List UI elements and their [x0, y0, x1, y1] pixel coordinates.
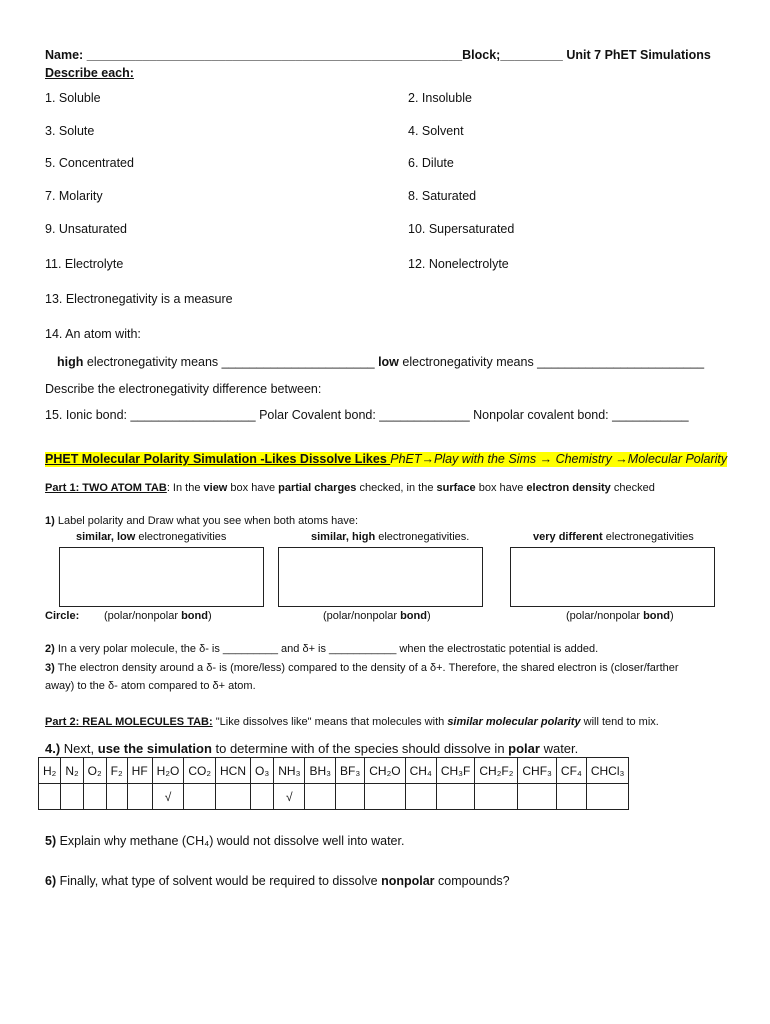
- bond-choice-text: (polar/nonpolar: [104, 610, 182, 622]
- species-cell: F₂: [106, 758, 127, 784]
- species-cell: HF: [127, 758, 152, 784]
- bond-word: bond: [400, 610, 427, 622]
- difference-label: Describe the electronegativity difference between:: [45, 382, 322, 396]
- drawing-box-very-different[interactable]: [510, 547, 715, 607]
- question-number: 6): [45, 874, 57, 888]
- species-cell: CH₂O: [365, 758, 405, 784]
- species-cell: O₃: [251, 758, 274, 784]
- term-item: 2. Insoluble: [408, 91, 472, 105]
- part2-title: Part 2: REAL MOLECULES TAB:: [45, 716, 213, 728]
- question-text: Label polarity and Draw what you see when both atoms have:: [54, 515, 359, 527]
- name-label: Name:: [45, 48, 84, 62]
- species-cell: CHCl₃: [586, 758, 629, 784]
- bond-choice-text: ): [207, 610, 212, 622]
- part1-text: checked, in the: [356, 482, 437, 494]
- answer-cell[interactable]: [556, 784, 586, 810]
- term-item: 9. Unsaturated: [45, 222, 127, 236]
- col-bold: similar, low: [76, 531, 136, 543]
- answer-cell[interactable]: [518, 784, 557, 810]
- question-14-line: [57, 355, 704, 370]
- species-cell: H₂: [39, 758, 61, 784]
- term-item: 5. Concentrated: [45, 156, 134, 170]
- drawing-box-similar-high[interactable]: [278, 547, 483, 607]
- answer-cell[interactable]: [39, 784, 61, 810]
- question-text: In a very polar molecule, the δ- is _________ and δ+ is ___________ when the electrostatic potential is added.: [54, 643, 599, 655]
- describe-label: Describe each:: [45, 66, 134, 80]
- question-15: 15. Ionic bond: __________________ Polar Covalent bond: _____________ Nonpolar covalent bond: ___________: [45, 408, 689, 422]
- question-3-line2: away) to the δ- atom compared to δ+ atom.: [45, 680, 256, 692]
- answer-cell[interactable]: [216, 784, 251, 810]
- bond-choice[interactable]: [566, 609, 674, 624]
- col-bold: very different: [533, 531, 603, 543]
- low-text: electronegativity means ________________________: [398, 355, 705, 369]
- part1-text: box have: [227, 482, 279, 494]
- species-cell: NH₃: [274, 758, 305, 784]
- question-text: water.: [539, 741, 579, 756]
- bond-word: bond: [181, 610, 208, 622]
- col-rest: electronegativities: [135, 531, 227, 543]
- bond-choice-text: ): [669, 610, 674, 622]
- part1-text: : In the: [166, 482, 204, 494]
- col-very-different: [533, 530, 694, 545]
- answer-cell[interactable]: [405, 784, 436, 810]
- answer-cell[interactable]: [251, 784, 274, 810]
- term-item: 12. Nonelectrolyte: [408, 257, 509, 271]
- bond-choice[interactable]: [104, 609, 212, 624]
- answer-cell[interactable]: [586, 784, 629, 810]
- part2-text: "Like dissolves like" means that molecules with: [212, 716, 448, 728]
- question-3: [45, 661, 679, 676]
- term-item: 11. Electrolyte: [45, 257, 124, 271]
- sim-title: PHET Molecular Polarity Simulation -Likes Dissolve Likes: [45, 452, 391, 466]
- question-text: to determine with of the species should dissolve in: [211, 741, 509, 756]
- question-bold: use the simulation: [97, 741, 212, 756]
- answer-cell[interactable]: [127, 784, 152, 810]
- part2-emphasis: similar molecular polarity: [447, 716, 581, 728]
- answer-cell[interactable]: [336, 784, 365, 810]
- bond-choice-text: (polar/nonpolar: [566, 610, 644, 622]
- part1-text: checked: [610, 482, 655, 494]
- question-number: 2): [45, 643, 55, 655]
- surface-word: surface: [436, 482, 476, 494]
- col-rest: electronegativities: [602, 531, 694, 543]
- answer-cell[interactable]: [305, 784, 336, 810]
- col-bold: similar, high: [311, 531, 376, 543]
- species-cell: CH₃F: [436, 758, 475, 784]
- part2-text: will tend to mix.: [580, 716, 659, 728]
- answer-cell[interactable]: [365, 784, 405, 810]
- high-text: electronegativity means ______________________: [83, 355, 379, 369]
- term-item: 8. Saturated: [408, 189, 477, 203]
- high-word: high: [57, 355, 84, 369]
- part1-title: Part 1: TWO ATOM TAB: [45, 482, 167, 494]
- drawing-box-similar-low[interactable]: [59, 547, 264, 607]
- sim-heading: [45, 452, 727, 467]
- low-word: low: [378, 355, 399, 369]
- col-similar-low: [76, 530, 226, 545]
- species-cell: HCN: [216, 758, 251, 784]
- species-cell: CF₄: [556, 758, 586, 784]
- part1-text: box have: [475, 482, 527, 494]
- species-table: [38, 757, 629, 810]
- term-item: 6. Dilute: [408, 156, 454, 170]
- term-item: 4. Solvent: [408, 124, 464, 138]
- species-cell: BF₃: [336, 758, 365, 784]
- species-cell: CHF₃: [518, 758, 557, 784]
- question-14-label: 14. An atom with:: [45, 327, 141, 341]
- species-cell: BH₃: [305, 758, 336, 784]
- answer-cell[interactable]: [106, 784, 127, 810]
- circle-label: Circle:: [45, 610, 80, 622]
- term-item: 3. Solute: [45, 124, 95, 138]
- term-item: 7. Molarity: [45, 189, 103, 203]
- question-number: 5): [45, 834, 57, 848]
- answer-cell[interactable]: [436, 784, 475, 810]
- part1-line: [45, 481, 655, 496]
- answer-cell[interactable]: [83, 784, 106, 810]
- col-rest: electronegativities.: [375, 531, 470, 543]
- question-number: 4.): [45, 741, 61, 756]
- bond-choice-text: (polar/nonpolar: [323, 610, 401, 622]
- question-5: [45, 834, 404, 849]
- question-text: The electron density around a δ- is (more/less) compared to the density of a δ+. Therefore, the shared electron is (closer/farther: [54, 662, 679, 674]
- species-cell: H₂O: [152, 758, 184, 784]
- bond-word: bond: [643, 610, 670, 622]
- question-text: Next,: [60, 741, 98, 756]
- species-cell: CH₂F₂: [475, 758, 518, 784]
- answer-cell[interactable]: [475, 784, 518, 810]
- block-blank: _________: [500, 48, 563, 62]
- question-2: [45, 642, 598, 657]
- species-cell: N₂: [61, 758, 83, 784]
- name-blank: ______________________________________________________: [86, 48, 463, 62]
- question-text: Explain why methane (CH₄) would not dissolve well into water.: [56, 834, 405, 848]
- species-cell: CO₂: [184, 758, 216, 784]
- question-number: 3): [45, 662, 55, 674]
- electron-density-word: electron density: [526, 482, 611, 494]
- col-similar-high: [311, 530, 469, 545]
- answer-cell[interactable]: √: [152, 784, 184, 810]
- term-item: 1. Soluble: [45, 91, 101, 105]
- question-6: [45, 874, 510, 889]
- bond-choice-text: ): [426, 610, 431, 622]
- term-item: 10. Supersaturated: [408, 222, 515, 236]
- partial-charges-word: partial charges: [278, 482, 357, 494]
- name-line: [45, 48, 711, 63]
- question-text: compounds?: [434, 874, 510, 888]
- species-cell: O₂: [83, 758, 106, 784]
- species-cell: CH₄: [405, 758, 436, 784]
- block-label: Block;: [462, 48, 501, 62]
- question-number: 1): [45, 515, 55, 527]
- species-header-row: [39, 758, 629, 784]
- view-word: view: [203, 482, 228, 494]
- question-13: 13. Electronegativity is a measure: [45, 292, 233, 306]
- question-text: Finally, what type of solvent would be required to dissolve: [56, 874, 382, 888]
- part2-line: [45, 715, 659, 730]
- unit-title: Unit 7 PhET Simulations: [566, 48, 711, 62]
- question-4: [45, 741, 578, 756]
- polar-word: polar: [508, 741, 540, 756]
- nonpolar-word: nonpolar: [381, 874, 435, 888]
- question-1: [45, 514, 358, 529]
- bond-choice[interactable]: [323, 609, 431, 624]
- dissolve-answer-row: [39, 784, 629, 810]
- answer-cell[interactable]: √: [274, 784, 305, 810]
- sim-path: PhET→Play with the Sims → Chemistry →Molecular Polarity: [390, 452, 728, 466]
- answer-cell[interactable]: [184, 784, 216, 810]
- answer-cell[interactable]: [61, 784, 83, 810]
